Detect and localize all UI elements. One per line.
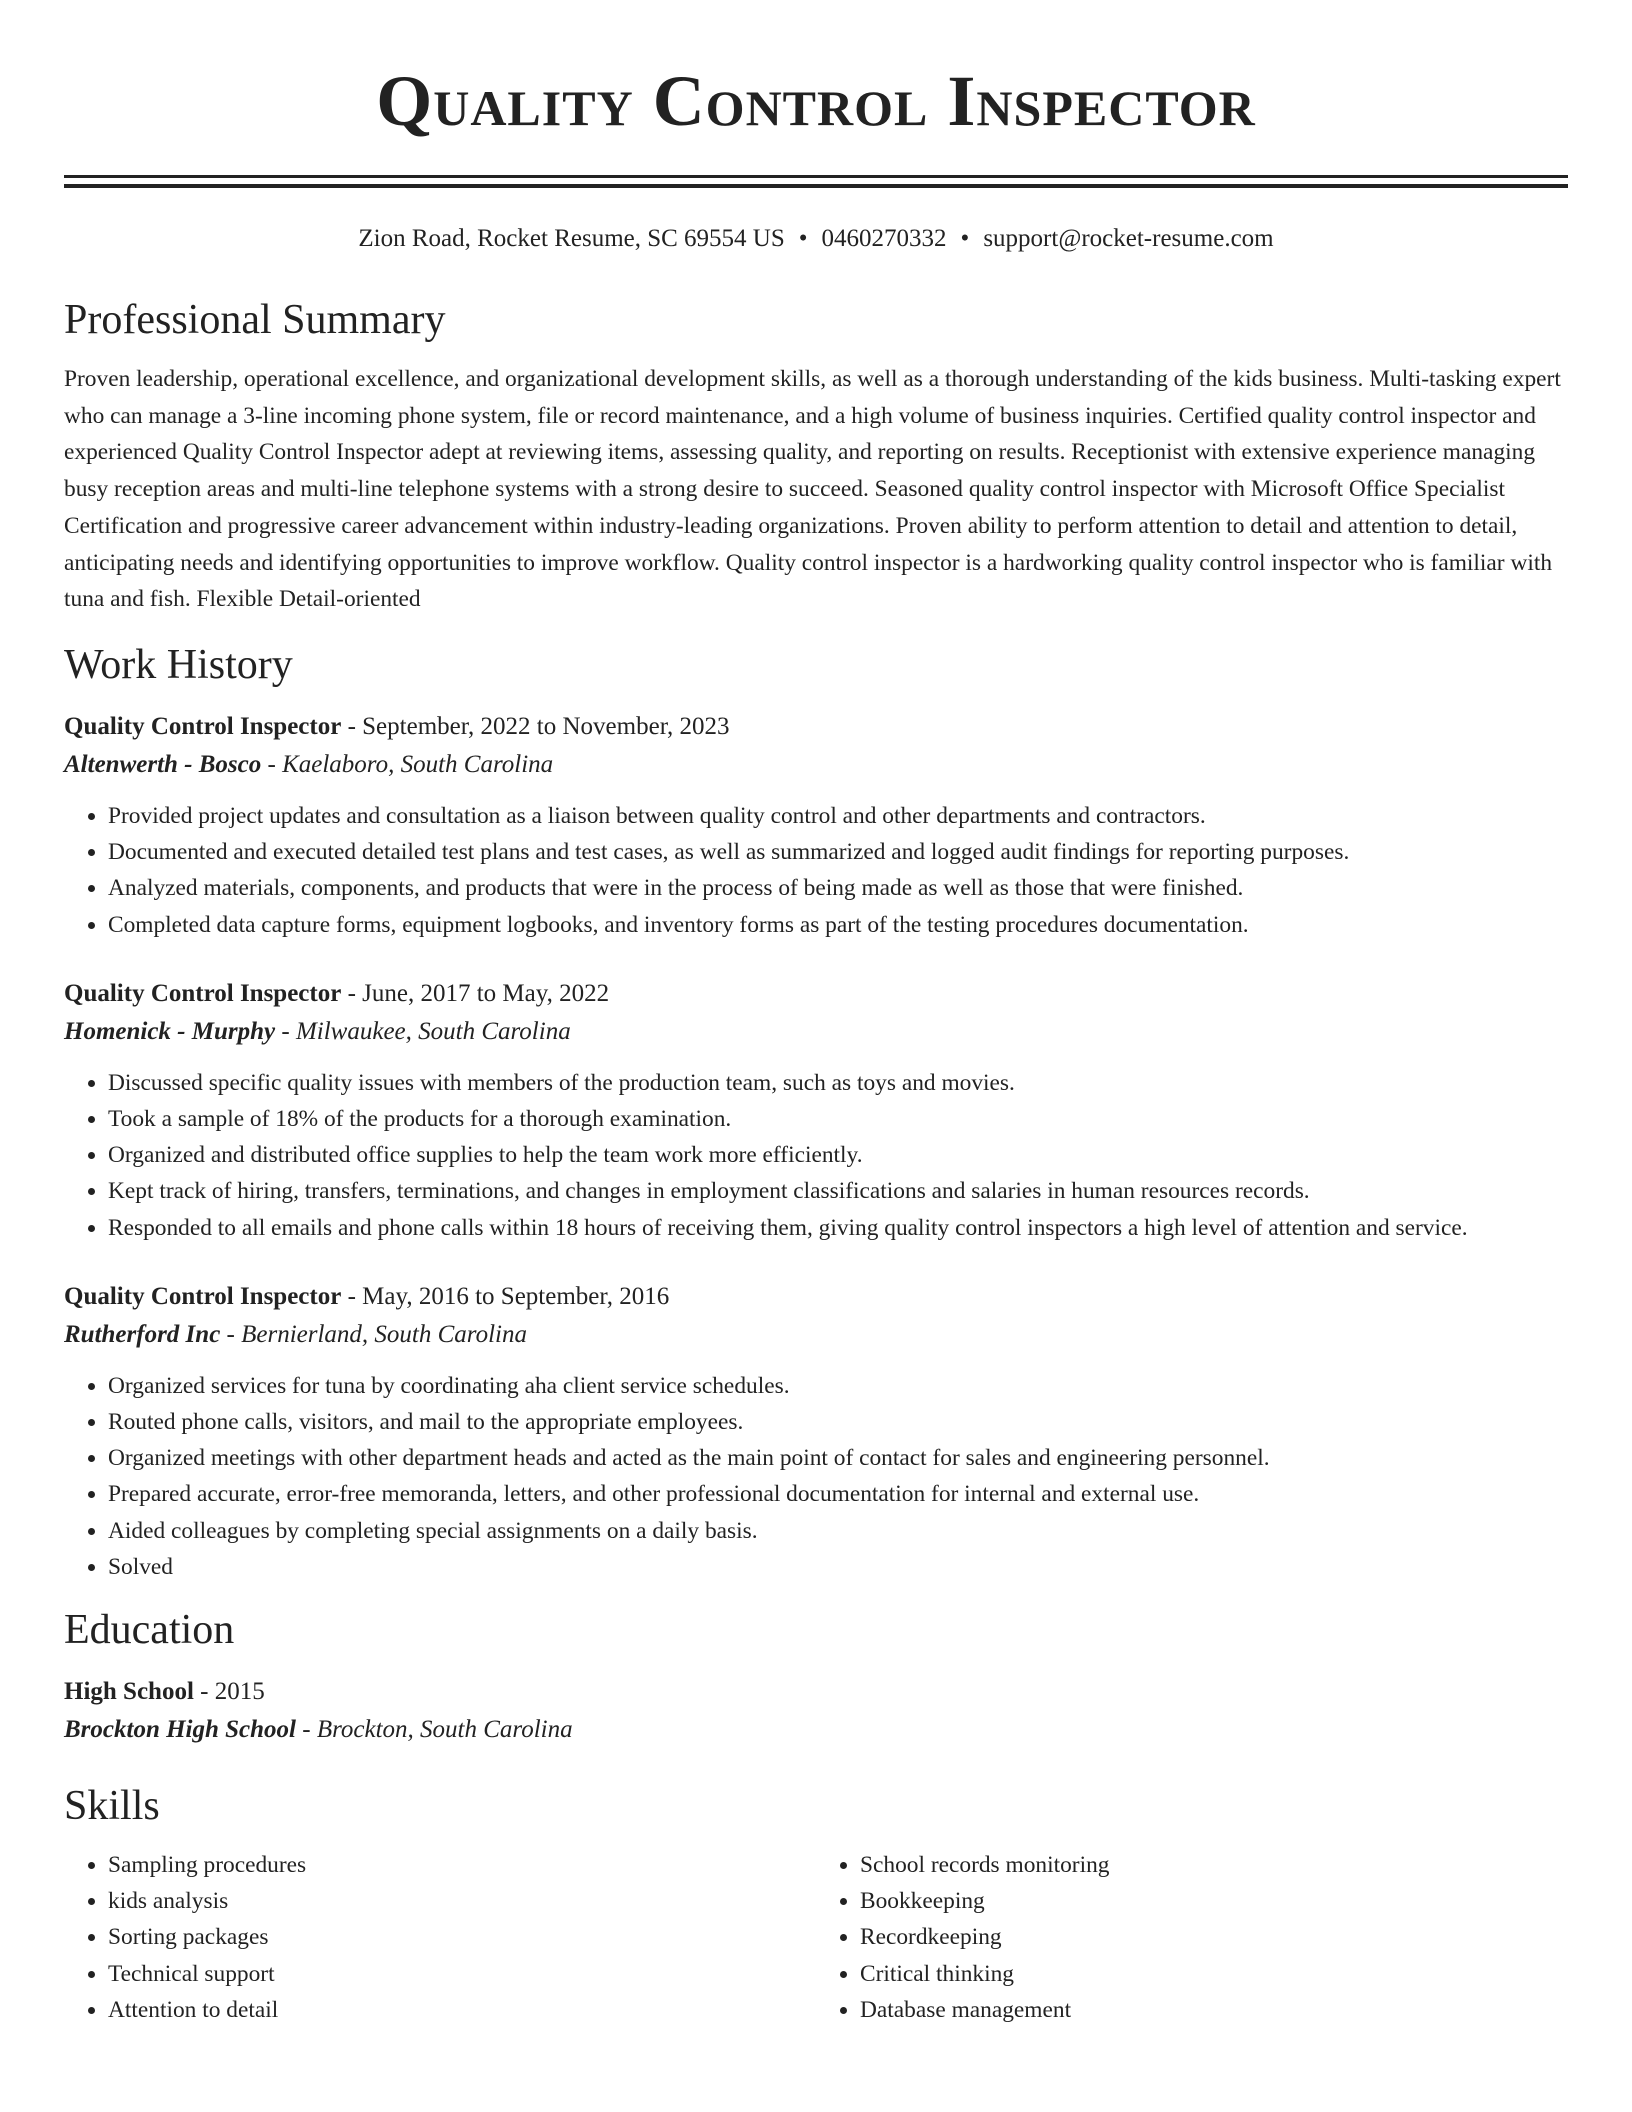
job-org-line: [64, 746, 1568, 784]
contact-line: [64, 223, 1568, 255]
job-bullet: • Discussed specific quality issues with members of the production team, such as toys and movies.: [108, 1065, 1568, 1101]
job-title: Quality Control Inspector: [64, 712, 342, 740]
job-entry: [64, 975, 1568, 1246]
summary-text: Proven leadership, operational excellence, and organizational development skills, as well as a thorough understanding of the kids business. Multi-tasking expert who can manage a 3-line incoming phone system, file or record maintenance, and a high volume of business inquiries. Certified quality control inspector and experienced Quality Control Inspector adept at reviewing items, assessing quality, and reporting on results. Receptionist with extensive experience managing busy reception areas and multi-line telephone systems with a strong desire to succeed. Seasoned quality control inspector with Microsoft Office Specialist Certification and progressive career advancement within industry-leading organizations. Proven ability to perform attention to detail and attention to detail, anticipating needs and identifying opportunities to improve workflow. Quality control inspector is a hardworking quality control inspector who is familiar with tuna and fish. Flexible Detail-oriented: [64, 366, 1561, 613]
skills-heading: Skills: [64, 1782, 160, 1829]
job-entry: [64, 708, 1568, 943]
job-bullet: • Documented and executed detailed test plans and test cases, as well as summarized and logged audit findings for reporting purposes.: [108, 834, 1568, 870]
job-bullet: • Organized and distributed office supplies to help the team work more efficiently.: [108, 1137, 1568, 1173]
skill-item: • Technical support: [108, 1956, 816, 1992]
skill-item: • Sampling procedures: [108, 1847, 816, 1883]
job-location: - Bernierland, South Carolina: [220, 1320, 527, 1348]
skill-item: • Bookkeeping: [860, 1883, 1568, 1919]
education-heading: Education: [64, 1606, 235, 1653]
company-name: Homenick - Murphy: [64, 1017, 276, 1045]
summary-heading: Professional Summary: [64, 297, 446, 343]
skill-item: • kids analysis: [108, 1883, 816, 1919]
skills-columns: [64, 1847, 1568, 2028]
school-line: [64, 1711, 1568, 1749]
job-title-line: [64, 708, 1568, 746]
job-dates: - June, 2017 to May, 2022: [341, 979, 610, 1007]
degree-line: [64, 1673, 1568, 1711]
school-name: Brockton High School: [64, 1715, 296, 1743]
job-dates: - September, 2022 to November, 2023: [341, 712, 730, 740]
job-bullets: [64, 1065, 1568, 1246]
separator-dot: •: [960, 225, 970, 252]
job-bullet: • Provided project updates and consultation as a liaison between quality control and other departments and contractors.: [108, 798, 1568, 834]
company-name: Altenwerth - Bosco: [64, 750, 262, 778]
job-bullet: • Responded to all emails and phone calls within 18 hours of receiving them, giving quality control inspectors a high level of attention and service.: [108, 1210, 1568, 1246]
skill-item: • Recordkeeping: [860, 1919, 1568, 1955]
skills-right-column: [816, 1847, 1568, 2028]
skill-item: • Sorting packages: [108, 1919, 816, 1955]
job-bullet: • Solved: [108, 1549, 1568, 1585]
job-bullet: • Kept track of hiring, transfers, terminations, and changes in employment classifications and salaries in human resources records.: [108, 1173, 1568, 1209]
job-bullets: [64, 1368, 1568, 1585]
job-title: Quality Control Inspector: [64, 979, 342, 1007]
header-divider: [64, 175, 1568, 188]
job-title: Quality Control Inspector: [64, 1282, 342, 1310]
job-title-line: [64, 1278, 1568, 1316]
job-bullet: • Prepared accurate, error-free memoranda, letters, and other professional documentation for internal and external use.: [108, 1476, 1568, 1512]
job-dates: - May, 2016 to September, 2016: [341, 1282, 670, 1310]
job-title-line: [64, 975, 1568, 1013]
company-name: Rutherford Inc: [64, 1320, 221, 1348]
job-bullet: • Organized meetings with other department heads and acted as the main point of contact for sales and engineering personnel.: [108, 1440, 1568, 1476]
skill-item: • Attention to detail: [108, 1992, 816, 2028]
address: Zion Road, Rocket Resume, SC 69554 US: [358, 225, 785, 252]
job-bullet: • Took a sample of 18% of the products for a thorough examination.: [108, 1101, 1568, 1137]
email: support@rocket-resume.com: [983, 225, 1274, 252]
skill-item: • Critical thinking: [860, 1956, 1568, 1992]
job-entry: [64, 1278, 1568, 1585]
skill-item: • Database management: [860, 1992, 1568, 2028]
job-bullet: • Aided colleagues by completing special assignments on a daily basis.: [108, 1513, 1568, 1549]
education-entry: [64, 1673, 1568, 1749]
job-bullet: • Analyzed materials, components, and products that were in the process of being made as well as those that were finished.: [108, 870, 1568, 906]
job-bullet: • Completed data capture forms, equipment logbooks, and inventory forms as part of the testing procedures documentation.: [108, 907, 1568, 943]
job-bullet: • Routed phone calls, visitors, and mail to the appropriate employees.: [108, 1404, 1568, 1440]
degree: High School: [64, 1677, 194, 1705]
job-location: - Milwaukee, South Carolina: [275, 1017, 571, 1045]
school-location: - Brockton, South Carolina: [296, 1715, 573, 1743]
phone: 0460270332: [821, 225, 947, 252]
work-history-heading: Work History: [64, 641, 293, 688]
skills-left-column: [64, 1847, 816, 2028]
candidate-name: Quality Control Inspector: [376, 61, 1256, 141]
skill-item: • School records monitoring: [860, 1847, 1568, 1883]
job-location: - Kaelaboro, South Carolina: [261, 750, 554, 778]
job-org-line: [64, 1013, 1568, 1051]
job-bullet: • Organized services for tuna by coordinating aha client service schedules.: [108, 1368, 1568, 1404]
graduation-year: - 2015: [193, 1677, 265, 1705]
separator-dot: •: [798, 225, 808, 252]
job-org-line: [64, 1316, 1568, 1354]
job-bullets: [64, 798, 1568, 943]
